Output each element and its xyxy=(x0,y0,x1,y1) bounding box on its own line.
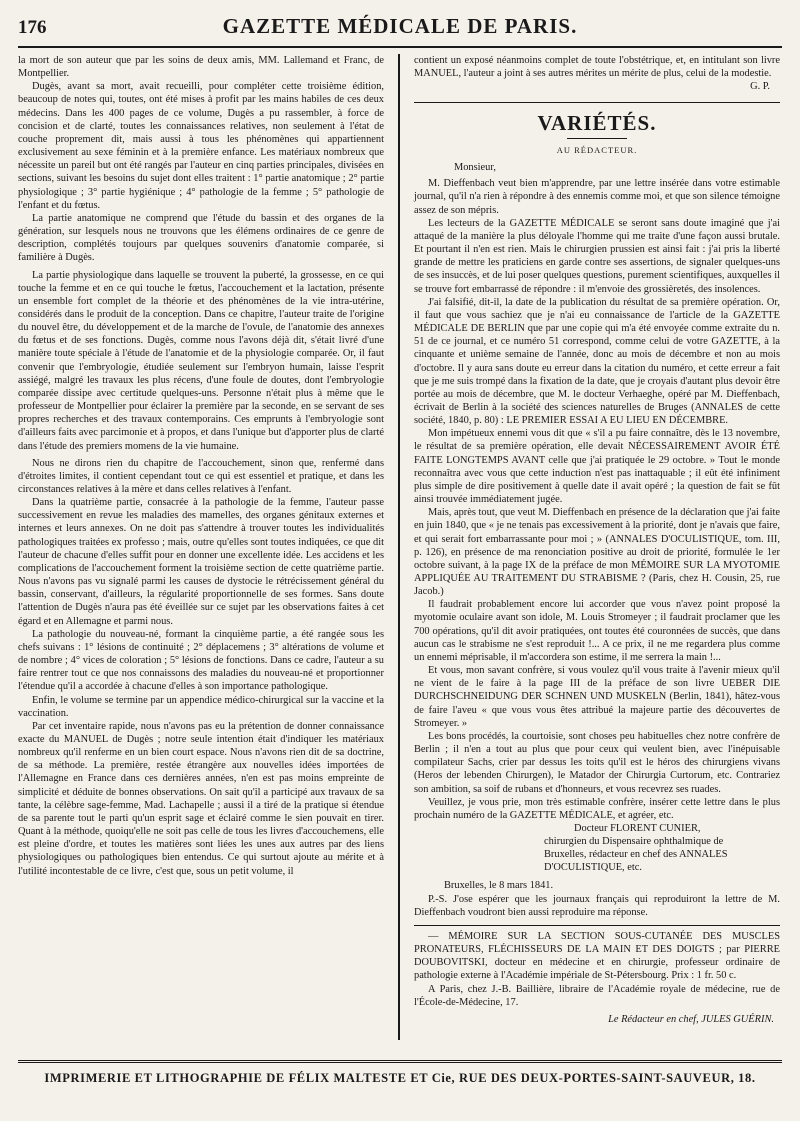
paragraph: La pathologie du nouveau-né, formant la cinquième partie, a été rangée sous les chefs suivans : 1° lésions de continuité ; 2° déplacemens ; 3° altérations de volume et de nombre ; 4° vices de coloration ; 5° lésions de fonctions. Dans ce cadre, l'auteur a su faire rentrer tout ce que nos connaissons des maladies du nouveau-né et proportionner l'étendue qu'il a accordée à chacune d'elles à son importance pathologique. xyxy=(18,628,384,693)
page-header xyxy=(18,14,782,48)
signature-line: D'OCULISTIQUE, etc. xyxy=(544,862,642,874)
right-column xyxy=(406,54,780,1040)
signature-line: Bruxelles, rédacteur en chef des ANNALES xyxy=(544,849,728,861)
paragraph: Mais, après tout, que veut M. Dieffenbach en présence de la déclaration que j'ai faite en juin 1840, que « je ne tenais pas excessivement à la priorité, dont je n'avais que faire, et qui serait fort embarrassante pour moi ; » (ANNALES D'OCULISTIQUE, tom. III, p. 126), en présence de ma renonciation positive au droit de priorité, formulée le 1er octobre suivant, à la page IX de la préface de mon MÉMOIRE SUR LA MYOTOMIE APPLIQUÉE AU TRAITEMENT DU STRABISME ? (Paris, chez H. Cousin, 25, rue Jacob.) xyxy=(414,507,780,598)
paragraph: Il faudrait probablement encore lui accorder que vous n'avez point proposé la myotomie oculaire avant son idole, M. Louis Stromeyer ; il faudrait proclamer que les 700 opérations, qu'il dit avoir pratiquées, ont toutes été couronnées de succès, que dans aucun cas le strabisme ne s'est reproduit !... A ce prix, il ne me regardera plus comme un ennemi méprisable, il m'accordera son estime, il me serrera la main !... xyxy=(414,599,780,663)
paragraph: la mort de son auteur que par les soins de deux amis, MM. Lallemand et Franc, de Montpellier. xyxy=(18,55,384,80)
paragraph: Mon impétueux ennemi vous dit que « s'il a pu faire connaître, dès le 13 novembre, le résultat de sa première opération, elle devait NÉCESSAIREMENT AVOIR ÉTÉ FAITE LONGTEMPS AVANT celle que j'ai pratiquée le 29 octobre. » Tout le monde reconnaîtra avec vous que cette induction n'est pas inattaquable ; il eût été infiniment plus simple de dire positivement à quelle date il avait opéré ; la question de fait se fût ainsi trouvée immédiatement jugée. xyxy=(414,428,780,506)
paragraph: Dugès, avant sa mort, avait recueilli, pour compléter cette troisième édition, beaucoup de notes qui, toutes, ont été mises à profit par les mains habiles de ces deux médecins. Dans les 400 pages de ce volume, Dugès a pu rassembler, à force de concision et de clarté, toutes les connaissances relatives, non seulement à l'état de couche proprement dit, mais aussi à tous les phénomènes qui appartiennent exclusivement au sexe féminin et à la première enfance. Les matériaux nombreux que nécessite un pareil but ont été rangés par l'auteur en cinq parties principales, divisées en sections, suivant les besoins du sujet dont elles traitent : 1° partie anatomique ; 2° partie physiologique ; 3° partie hygiénique ; 4° pathologie de la femme ; 5° pathologie de l'enfant et du fœtus. xyxy=(18,81,384,211)
paragraph: J'ai falsifié, dit-il, la date de la publication du résultat de sa première opération. Or, il faut que vous sachiez que je n'ai eu connaissance de l'article de la GAZETTE MÉDICALE DE BERLIN que par une copie qui m'a été envoyée comme extraite du n. 51 de ce journal, et ce numéro 51 correspond, comme celui de votre GAZETTE, à la cinquante et unième semaine de l'année, donc au mois de décembre et non au mois d'octobre. Il y aura sans doute eu erreur dans la citation du numéro, et cette erreur a fait que je me suis trompé dans la fixation de la date, que je croyais d'autant plus devoir être portée au mois de décembre, que M. le docteur Verhaeghe, opéré par M. Dieffenbach, écrivait de Berlin à la société des sciences naturelles de Bruges (ANNALES de cette société, 1840, p. 80) : LE PREMIER ESSAI A EU LIEU EN DÉCEMBRE. xyxy=(414,296,780,427)
salutation: Monsieur, xyxy=(454,162,497,174)
article-columns xyxy=(18,54,782,1040)
book-notice-address: A Paris, chez J.-B. Baillière, libraire de l'Académie royale de médecine, rue de l'École-de-Médecine, 17. xyxy=(414,983,780,1008)
editor-signature: Le Rédacteur en chef, JULES GUÉRIN. xyxy=(608,1013,774,1025)
page-number: 176 xyxy=(18,17,47,38)
letter-signature xyxy=(414,822,780,875)
signature-line: chirurgien du Dispensaire ophthalmique de xyxy=(544,836,724,848)
title-underline xyxy=(567,138,627,139)
printer-imprint: IMPRIMERIE ET LITHOGRAPHIE DE FÉLIX MALTESTE ET Cie, RUE DES DEUX-PORTES-SAINT-SAUVEUR, 18. xyxy=(18,1060,782,1086)
column-divider xyxy=(398,54,400,1040)
notice-divider xyxy=(414,925,780,926)
letter-date: Bruxelles, le 8 mars 1841. xyxy=(444,879,554,891)
paragraph: Les lecteurs de la GAZETTE MÉDICALE se seront sans doute imaginé que j'ai attaqué de la manière la plus déloyale l'homme qui me traite d'une façon aussi brutale. Et pourtant il n'en est rien. Mais le chirurgien prussien est ainsi fait : j'ai pris la liberté grande de mettre les praticiens en garde contre ses assertions, de signaler quelques-uns de ses insuccès, et de lui poser quelques questions, purement scientifiques, auxquelles il se trouve fort embarrassé de répondre : il m'envoie des grossièretés, des insolences. xyxy=(414,217,780,295)
paragraph: M. Dieffenbach veut bien m'apprendre, par une lettre insérée dans votre estimable journal, qu'il n'a rien à répondre à des ennemis comme moi, et que son silence témoigne assez de son mépris. xyxy=(414,178,780,216)
paragraph: Veuillez, je vous prie, mon très estimable confrère, insérer cette lettre dans le plus prochain numéro de la GAZETTE MÉDICALE, et agréer, etc. xyxy=(414,796,780,821)
journal-title: GAZETTE MÉDICALE DE PARIS. xyxy=(222,14,578,38)
paragraph: Nous ne dirons rien du chapitre de l'accouchement, sinon que, renfermé dans d'étroites limites, il contient cependant tout ce qui est essentiel et pratique, et dans les circonstances relatives à la mère et dans celles relatives à l'enfant. xyxy=(18,457,384,495)
paragraph: Dans la quatrième partie, consacrée à la pathologie de la femme, l'auteur passe successivement en revue les maladies des mamelles, des organes génitaux externes et internes et leurs annexes. On ne doit pas s'attendre à trouver toutes les individualités pathologiques traitées ex professo ; mais, outre qu'elles sont toutes indiquées, ce que dit l'auteur de chacune d'elles suffit pour en donner une excellente idée. Les accidens et les complications de l'accouchement forment la troisième section de cette quatrième partie. Nous n'avons pas vu signalé parmi les causes de dystocie le rétrécissement général du bassin, conservant, d'ailleurs, la régularité proportionnelle de ses formes. Sans doute l'attention de Dugès n'aura pas été éveillée sur ce sujet par les observations faites à cet égard et en Allemagne et parmi nous. xyxy=(18,497,384,627)
book-notice: — MÉMOIRE SUR LA SECTION SOUS-CUTANÉE DES MUSCLES PRONATEURS, FLÉCHISSEURS DE LA MAIN ET DES DOIGTS ; par PIERRE DOUBOVITSKI, docteur en médecine et en chirurgie, professeur ordinaire de pathologie externe à l'Académie impériale de St-Pétersbourg. Prix : 1 fr. 50 c. xyxy=(414,930,780,982)
paragraph: contient un exposé néanmoins complet de toute l'obstétrique, et, en intitulant son livre MANUEL, l'auteur a joint à ses autres mérites un mérite de plus, celui de la modestie. xyxy=(414,55,780,80)
paragraph: Enfin, le volume se termine par un appendice médico-chirurgical sur la vaccine et la vaccination. xyxy=(18,694,384,719)
left-column xyxy=(18,54,392,1040)
paragraph: Et vous, mon savant confrère, si vous voulez qu'il vous traite à l'avenir mieux qu'il ne vient de le faire à la page III de la préface de son livre UEBER DIE DURCHSCHNEIDUNG DER SCHNEN UND MUSKELN (Berlin, 1841), hâtez-vous de faire l'aveu « que vous vous êtes attribué la majeure partie des découvertes de Stromeyer. » xyxy=(414,665,780,729)
paragraph: Par cet inventaire rapide, nous n'avons pas eu la prétention de donner connaissance exacte du MANUEL de Dugès ; notre seule intention était d'indiquer les matériaux nombreux qu'il renferme en un bien court espace. Nous n'avons rien dit de sa doctrine, de sa méthode. La première, restée étrangère aux nouvelles idées importées de l'Allemagne en France dans ces dernières années, n'en est pas moins empreinte de simplicité et déduite de bonnes observations. On sait qu'il a participé aux travaux de sa tante, la célèbre sage-femme, Mad. Lachapelle ; aussi il a tiré de la pratique si étendue de sa parente tout le parti qu'un esprit sage et éclairé comme le sien pouvait en tirer. Quant à la méthode, quoiqu'elle ne soit pas celle de tous les livres d'accouchemens, elle est pleine d'ordre, et toutes les matières sont liées les unes aux autres par des liens physiologiques ou pathologiques bien entendus. Ce qui surtout ajoute au mérite et à l'utilité incontestable de ce livre, c'est que, sous un petit volume, il xyxy=(18,720,384,877)
paragraph: Les bons procédés, la courtoisie, sont choses peu habituelles chez notre confrère de Berlin ; il n'en a tout au plus que pour ceux qui veulent bien, avec l'inépuisable compilateur Sachs, crier par dessus les toits qu'il est le héros des chirurgiens vivans (Heros der lebenden Chirurgen), le Matador der Chirurgia Curtorum, etc. Contrariez son ambition, sa soif de rubans et d'honneurs, et vous recevrez ses ruades. xyxy=(414,730,780,795)
intro-signature: G. P. xyxy=(750,81,770,93)
section-title: VARIÉTÉS. xyxy=(414,102,780,136)
paragraph: La partie physiologique dans laquelle se trouvent la puberté, la grossesse, en ce qui touche la femme et en ce qui touche le fœtus, l'accouchement et la lactation, présente un ensemble fort complet de la théorie et des phénomènes de la vie intra-utérine, considérés dans le produit de la conception. Dans ce chapitre, l'auteur traite de l'origine du nouvel être, du développement et de la marche de l'ovule, de l'anatomie des annexes du fœtus et de ses fonctions. Dugès, comme nous l'avons déjà dit, s'était livré d'une manière toute spéciale à l'étude de l'anatomie et de la physiologie comparée. Or, il faut convenir que l'embryologie, étudiée seulement sur l'embryon humain, laisse l'esprit assiégé, malgré les travaux les plus récens, d'une foule de doutes, dont l'embryologie comparée dissipe avec certitude quelques-uns. Personne n'était plus à même que le professeur de Montpellier pour éclairer la première par la seconde, en se servant de ses propres recherches et des travaux contemporains. Ces emprunts à l'embryologie sont d'ailleurs faits avec parcimonie et à propos, et dans l'unique but d'apporter plus de clarté dans l'étude des premiers momens de la vie humaine. xyxy=(18,269,384,452)
paragraph: La partie anatomique ne comprend que l'étude du bassin et des organes de la génération, sur lesquels nous ne trouvons que les élémens ordinaires de ce genre de description, complétés toujours par quelques souvenirs d'anatomie comparée, si familière à Dugès. xyxy=(18,212,384,264)
letter-addressee: AU RÉDACTEUR. xyxy=(556,145,638,156)
postscript: P.-S. J'ose espérer que les journaux français qui reproduiront la lettre de M. Dieffenbach voudront bien aussi reproduire ma réponse. xyxy=(414,893,780,918)
signature-name: Docteur FLORENT CUNIER, xyxy=(574,822,701,834)
